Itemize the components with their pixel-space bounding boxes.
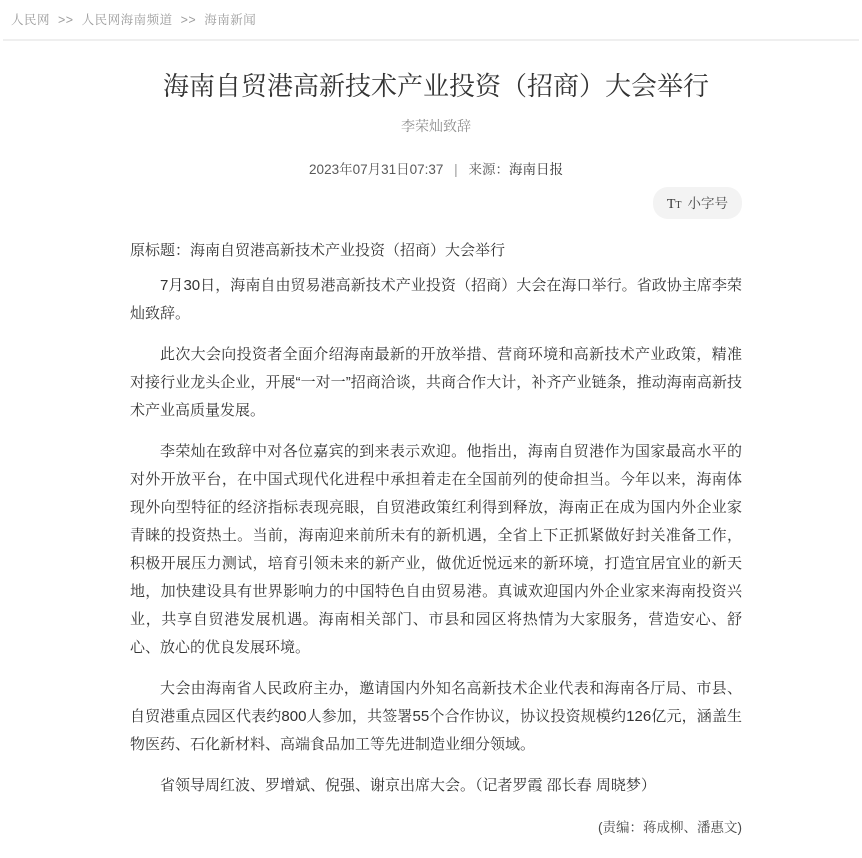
publish-datetime: 2023年07月31日07:37: [309, 162, 444, 177]
paragraph: 省领导周红波、罗增斌、倪强、谢京出席大会。（记者罗霞 邵长春 周晓梦）: [160, 777, 656, 794]
original-title-label: 原标题：: [130, 242, 191, 259]
article-toolbar: [130, 187, 742, 219]
source-label: 来源：: [468, 162, 509, 177]
original-title: [130, 239, 742, 263]
source-link[interactable]: 海南日报: [508, 162, 563, 177]
paragraph: 7月30日，海南自由贸易港高新技术产业投资（招商）大会在海口举行。省政协主席李荣灿致辞。: [130, 277, 742, 322]
original-title-text: 海南自贸港高新技术产业投资（招商）大会举行: [190, 242, 506, 259]
page-title: 海南自贸港高新技术产业投资（招商）大会举行: [162, 71, 709, 101]
article-subtitle: 李荣灿致辞: [401, 118, 471, 134]
editors-note: (责编：蒋成柳、潘惠文): [598, 820, 742, 835]
breadcrumb-separator: >>: [180, 13, 197, 27]
font-size-button-label: 小字号: [687, 196, 728, 211]
meta-separator: |: [454, 162, 458, 177]
paragraph: 大会由海南省人民政府主办，邀请国内外知名高新技术企业代表和海南各厅局、市县、自贸港重点园区代表约800人参加，共签署55个合作协议，协议投资规模约126亿元，涵盖生物医药、石化新材料、高端食品加工等先进制造业细分领域。: [130, 680, 742, 753]
breadcrumb: [0, 0, 862, 39]
breadcrumb-link-peoples-daily[interactable]: 人民网: [11, 13, 51, 27]
breadcrumb-link-hainan-news[interactable]: 海南新闻: [204, 13, 257, 27]
font-size-button[interactable]: [653, 187, 742, 219]
article-body: [130, 69, 742, 858]
header-divider: [3, 39, 859, 41]
font-size-icon: TT: [666, 197, 682, 212]
paragraph: 李荣灿在致辞中对各位嘉宾的到来表示欢迎。他指出，海南自贸港作为国家最高水平的对外开放平台，在中国式现代化进程中承担着走在全国前列的使命担当。今年以来，海南体现外向型特征的经济指标表现亮眼，自贸港政策红利得到释放，海南正在成为国内外企业家青睐的投资热土。当前，海南迎来前所未有的新机遇，全省上下正抓紧做好封关准备工作，积极开展压力测试，培育引领未来的新产业，做优近悦远来的新环境，打造宜居宜业的新天地，加快建设具有世界影响力的中国特色自由贸易港。真诚欢迎国内外企业家来海南投资兴业，共享自贸港发展机遇。海南相关部门、市县和园区将热情为大家服务，营造安心、舒心、放心的优良发展环境。: [130, 443, 742, 656]
breadcrumb-link-hainan-channel[interactable]: 人民网海南频道: [81, 13, 173, 27]
breadcrumb-separator: >>: [58, 13, 74, 27]
paragraph: 此次大会向投资者全面介绍海南最新的开放举措、营商环境和高新技术产业政策，精准对接行业龙头企业，开展“一对一”招商洽谈，共商合作大计，补齐产业链条，推动海南高新技术产业高质量发展。: [130, 346, 742, 419]
article-meta: [130, 158, 742, 178]
article-text: [130, 272, 742, 800]
